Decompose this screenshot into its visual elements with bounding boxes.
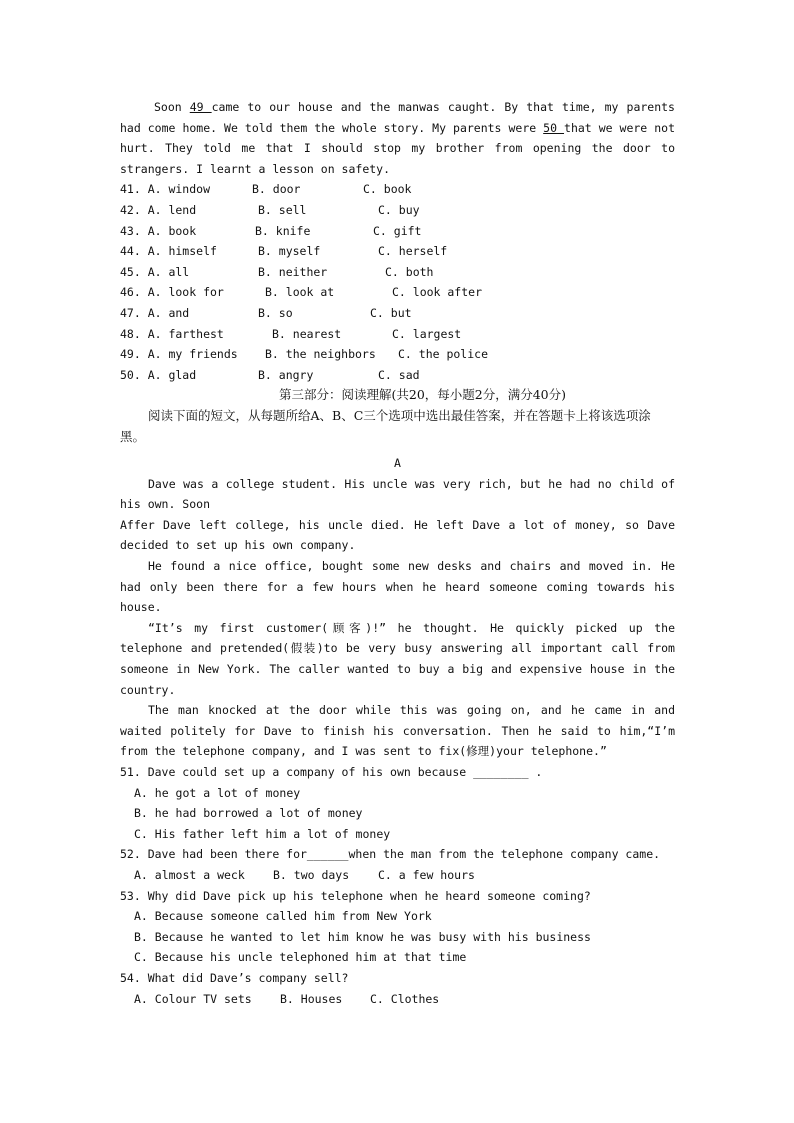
option-b: B. nearest [272,326,342,341]
choice: C. Clothes [370,991,440,1006]
choice: C. His father left him a lot of money [134,826,391,841]
blank-49: 49 [189,100,212,114]
option-a: 46. A. look for [120,285,224,300]
question-53: 53. Why did Dave pick up his telephone when he heard someone coming? [120,888,591,903]
option-row [120,303,675,324]
option-row [120,241,675,262]
option-c: C. look after [392,285,483,300]
option-b: B. the neighbors [265,347,376,362]
question-54: 54. What did Dave’s company sell? [120,970,349,985]
option-row [120,324,675,345]
choice-row [120,865,675,886]
option-b: B. look at [265,285,335,300]
option-c: C. the police [398,347,489,362]
option-c: C. but [370,305,412,320]
cloze-text: that we were not hurt. They told me that I should stop my brother from opening the door to strangers. I learnt a lesson on safety. [120,120,675,176]
option-c: C. both [385,264,434,279]
passage-label: A [394,456,401,471]
question-51: 51. Dave could set up a company of his own because ________ . [120,765,543,779]
option-row [120,200,675,221]
choice: B. Houses [280,991,343,1006]
option-c: C. gift [373,223,422,238]
option-row [120,179,675,200]
option-a: 43. A. book [120,223,197,238]
option-c: C. buy [378,202,420,217]
choice: B. two days [273,867,350,882]
option-b: B. door [252,182,301,197]
choice: B. he had borrowed a lot of money [134,806,363,821]
option-a: 44. A. himself [120,244,217,259]
cloze-text: Soon [154,100,190,114]
option-b: B. so [258,305,293,320]
option-b: B. neither [258,264,328,279]
choice-row [120,989,675,1010]
option-a: 49. A. my friends [120,347,238,362]
option-row [120,344,675,365]
option-a: 41. A. window [120,182,211,197]
cloze-paragraph [120,97,675,179]
exam-page [120,97,675,1009]
passage-paragraph: “It’s my first customer(顾客)!” he thought. He quickly picked up the telephone and pretended(假装)to be very busy answering all important call from someone in New York. The caller wanted to buy a big and expensive house in the country. [120,620,675,697]
option-a: 50. A. glad [120,367,197,382]
passage-paragraph: Affer Dave left college, his uncle died. He left Dave a lot of money, so Dave decided to set up his own company. [120,517,675,553]
option-c: C. sad [378,367,420,382]
option-row [120,262,675,283]
passage-paragraph: Dave was a college student. His uncle was very rich, but he had no child of his own. Soon [120,476,675,512]
cloze-text: came to our house and the manwas caught. By that time, my parents had come home. We told them the whole story. My parents were [120,100,675,135]
section-instructions: 阅读下面的短文，从每题所给A、B、C三个选项中选出最佳答案，并在答题卡上将该选项涂黑。 [120,407,651,444]
option-c: C. herself [378,244,448,259]
option-b: B. angry [258,367,314,382]
option-row [120,365,675,386]
passage-paragraph: The man knocked at the door while this was going on, and he came in and waited politely for Dave to finish his conversation. Then he said to him,“I’m from the telephone company, and I was sent to fix(修理)your telephone.” [120,703,675,759]
choice: C. a few hours [378,867,475,882]
choice: A. he got a lot of money [134,785,301,800]
option-row [120,221,675,242]
option-a: 47. A. and [120,305,190,320]
option-b: B. myself [258,244,321,259]
choice: B. Because he wanted to let him know he was busy with his business [134,929,591,944]
section-title: 第三部分：阅读理解(共20，每小题2分，满分40分) [278,387,567,403]
choice: A. almost a weck [134,867,245,882]
option-a: 45. A. all [120,264,190,279]
choice: A. Because someone called him from New York [134,909,432,924]
choice: A. Colour TV sets [134,991,252,1006]
choice: C. Because his uncle telephoned him at that time [134,950,467,965]
option-c: C. largest [392,326,462,341]
option-b: B. sell [258,202,307,217]
option-c: C. book [363,182,412,197]
option-row [120,282,675,303]
option-a: 42. A. lend [120,202,197,217]
cloze-options [120,179,675,385]
option-a: 48. A. farthest [120,326,224,341]
blank-50: 50 [543,120,565,135]
option-b: B. knife [255,223,311,238]
question-52: 52. Dave had been there for______when the man from the telephone company came. [120,847,661,862]
passage-paragraph: He found a nice office, bought some new desks and chairs and moved in. He had only been there for a few hours when he heard someone coming towards his house. [120,559,675,615]
